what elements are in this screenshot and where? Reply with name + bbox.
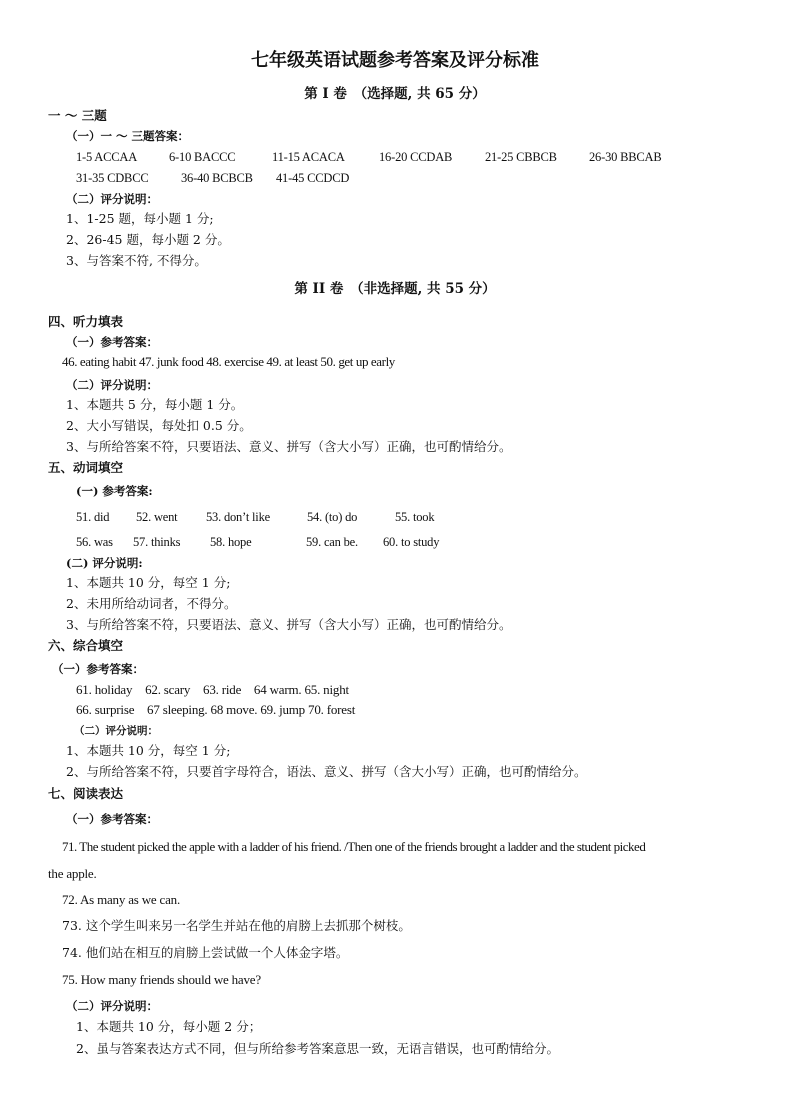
section-1-3-heading: 一 ～ 三题 (48, 108, 107, 123)
note-item: 2、26-45 题，每小题 2 分。 (66, 232, 230, 247)
answer-item: 56. was (76, 535, 113, 549)
section-1-3-answers-heading: （一）一 ～ 三题答案： (66, 129, 190, 143)
section-5-notes-heading: (二) 评分说明: (66, 556, 143, 570)
answer-item: 53. don’t like (206, 510, 270, 524)
answer-item: 55. took (395, 510, 435, 524)
answer-71-continued: the apple. (48, 866, 97, 881)
answer-group: 31-35 CDBCC (76, 171, 149, 185)
volume-1-heading: 第 I 卷 （选择题, 共 65 分） (304, 86, 486, 102)
section-7-answers-heading: （一）参考答案： (66, 812, 158, 826)
answer-72: 72. As many as we can. (62, 892, 180, 907)
answer-group: 6-10 BACCC (169, 150, 236, 164)
note-item: 3、与所给答案不符，只要语法、意义、拼写（含大小写）正确，也可酌情给分。 (66, 439, 512, 454)
section-4-answers-heading: （一）参考答案： (66, 335, 158, 349)
note-item: 2、与所给答案不符，只要首字母符合，语法、意义、拼写（含大小写）正确，也可酌情给分。 (66, 764, 587, 779)
section-6-answers-row-1: 61. holiday 62. scary 63. ride 64 warm. 65. night (76, 682, 349, 697)
note-item: 1、本题共 10 分，每小题 2 分； (76, 1019, 262, 1034)
note-item: 2、大小写错误，每处扣 0.5 分。 (66, 418, 252, 433)
section-6-notes-heading: （二）评分说明： (74, 725, 158, 737)
section-4-answers: 46. eating habit 47. junk food 48. exercise 49. at least 50. get up early (62, 354, 395, 369)
volume-2-heading: 第 II 卷 （非选择题, 共 55 分） (294, 281, 496, 297)
note-item: 2、虽与答案表达方式不同，但与所给参考答案意思一致，无语言错误，也可酌情给分。 (76, 1041, 559, 1056)
answer-group: 1-5 ACCAA (76, 150, 138, 164)
answer-group: 16-20 CCDAB (379, 150, 453, 164)
answer-group: 36-40 BCBCB (181, 171, 253, 185)
section-7-notes-heading: （二）评分说明： (66, 999, 158, 1013)
answer-group: 41-45 CCDCD (276, 171, 350, 185)
section-1-3-notes-heading: （二）评分说明： (66, 192, 158, 206)
answer-group: 21-25 CBBCB (485, 150, 557, 164)
answer-item: 60. to study (383, 535, 440, 549)
answer-item: 52. went (136, 510, 178, 524)
section-4-heading: 四、听力填表 (48, 314, 124, 329)
answer-75: 75. How many friends should we have? (62, 972, 261, 987)
page-title: 七年级英语试题参考答案及评分标准 (251, 50, 539, 71)
answer-71: 71. The student picked the apple with a ladder of his friend. /Then one of the friends brought a ladder and the student picked (62, 839, 646, 854)
answer-item: 58. hope (210, 535, 252, 549)
section-4-notes-heading: （二）评分说明： (66, 378, 158, 392)
note-item: 1、本题共 10 分，每空 1 分; (66, 575, 231, 590)
section-6-answers-row-2: 66. surprise 67 sleeping. 68 move. 69. jump 70. forest (76, 702, 356, 717)
answer-item: 57. thinks (133, 535, 181, 549)
note-item: 3、与所给答案不符，只要语法、意义、拼写（含大小写）正确，也可酌情给分。 (66, 617, 512, 632)
note-item: 1、1-25 题，每小题 1 分; (66, 211, 214, 226)
section-6-heading: 六、综合填空 (48, 638, 124, 653)
section-5-heading: 五、动词填空 (48, 460, 124, 475)
answer-item: 51. did (76, 510, 110, 524)
note-item: 1、本题共 5 分，每小题 1 分。 (66, 397, 244, 412)
section-7-heading: 七、阅读表达 (48, 786, 124, 801)
answer-item: 59. can be. (306, 535, 358, 549)
answer-group: 11-15 ACACA (272, 150, 345, 164)
note-item: 3、与答案不符, 不得分。 (66, 253, 207, 268)
section-6-answers-heading: （一）参考答案： (52, 662, 144, 676)
answer-73: 73. 这个学生叫来另一名学生并站在他的肩膀上去抓那个树枝。 (62, 918, 411, 933)
section-5-answers-heading: (一) 参考答案: (76, 484, 153, 498)
answer-group: 26-30 BBCAB (589, 150, 662, 164)
note-item: 1、本题共 10 分，每空 1 分; (66, 743, 231, 758)
answer-item: 54. (to) do (307, 510, 358, 524)
note-item: 2、未用所给动词者，不得分。 (66, 596, 237, 611)
answer-74: 74. 他们站在相互的肩膀上尝试做一个人体金字塔。 (62, 945, 349, 960)
